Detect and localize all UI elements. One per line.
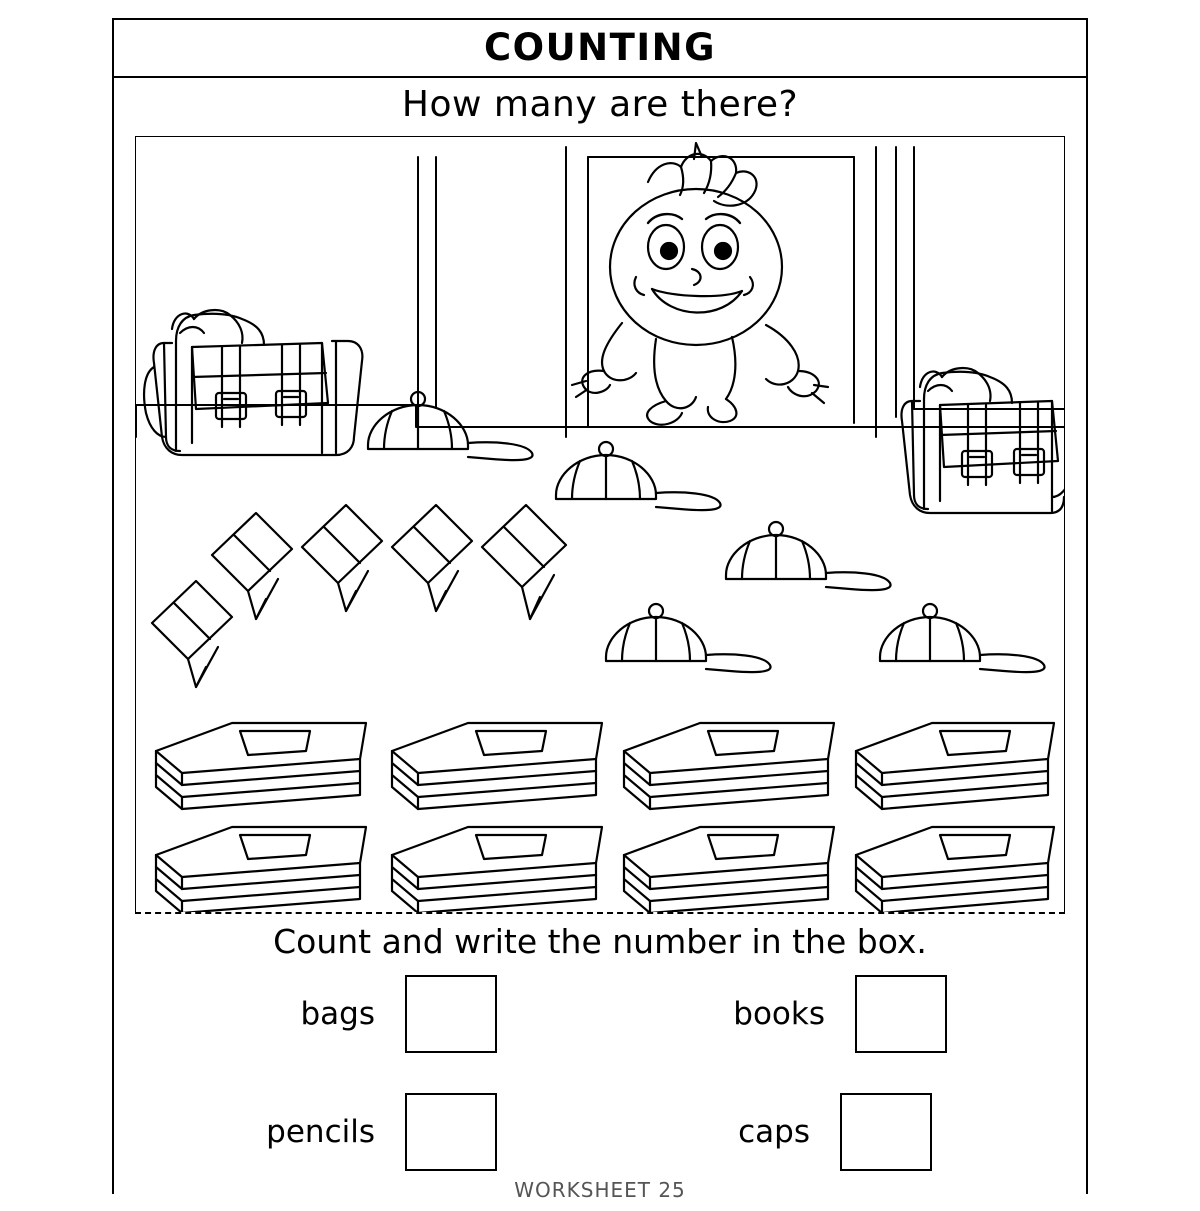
- picture-panel: [135, 136, 1065, 914]
- answer-item-caps: [600, 1093, 1050, 1171]
- book-stack-3: [624, 723, 834, 809]
- page-title: COUNTING: [484, 25, 716, 69]
- book-stack-8: [856, 827, 1054, 913]
- cap-2: [556, 442, 721, 510]
- answer-label-books: books: [733, 996, 825, 1032]
- answer-label-caps: caps: [738, 1114, 810, 1150]
- pencil-1: [152, 581, 232, 687]
- answer-box-pencils[interactable]: [405, 1093, 497, 1171]
- answer-box-bags[interactable]: [405, 975, 497, 1053]
- footer-label: WORKSHEET 25: [514, 1178, 686, 1202]
- answers-grid: [150, 975, 1050, 1175]
- pencil-5: [482, 505, 566, 619]
- pencil-2: [212, 513, 292, 619]
- answer-item-pencils: [150, 1093, 600, 1171]
- answer-item-bags: [150, 975, 600, 1053]
- subtitle: How many are there?: [401, 84, 799, 125]
- answer-box-caps[interactable]: [840, 1093, 932, 1171]
- cap-3: [726, 522, 891, 590]
- answer-row-1: [150, 975, 1050, 1093]
- tomato-character: [572, 143, 828, 425]
- instruction-text: Count and write the number in the box.: [273, 922, 927, 961]
- book-stack-4: [856, 723, 1054, 809]
- cap-4: [606, 604, 771, 672]
- school-bag-right: [901, 368, 1065, 513]
- title-bar: [112, 18, 1088, 78]
- book-stack-7: [624, 827, 834, 913]
- book-stack-6: [392, 827, 602, 913]
- answer-item-books: [600, 975, 1050, 1053]
- book-stack-1: [156, 723, 366, 809]
- cap-5: [880, 604, 1045, 672]
- answer-label-bags: bags: [300, 996, 375, 1032]
- school-bag-left: [144, 310, 362, 455]
- answer-label-pencils: pencils: [266, 1114, 375, 1150]
- pencil-3: [302, 505, 382, 611]
- book-stack-5: [156, 827, 366, 913]
- pencil-4: [392, 505, 472, 611]
- book-stack-2: [392, 723, 602, 809]
- answer-box-books[interactable]: [855, 975, 947, 1053]
